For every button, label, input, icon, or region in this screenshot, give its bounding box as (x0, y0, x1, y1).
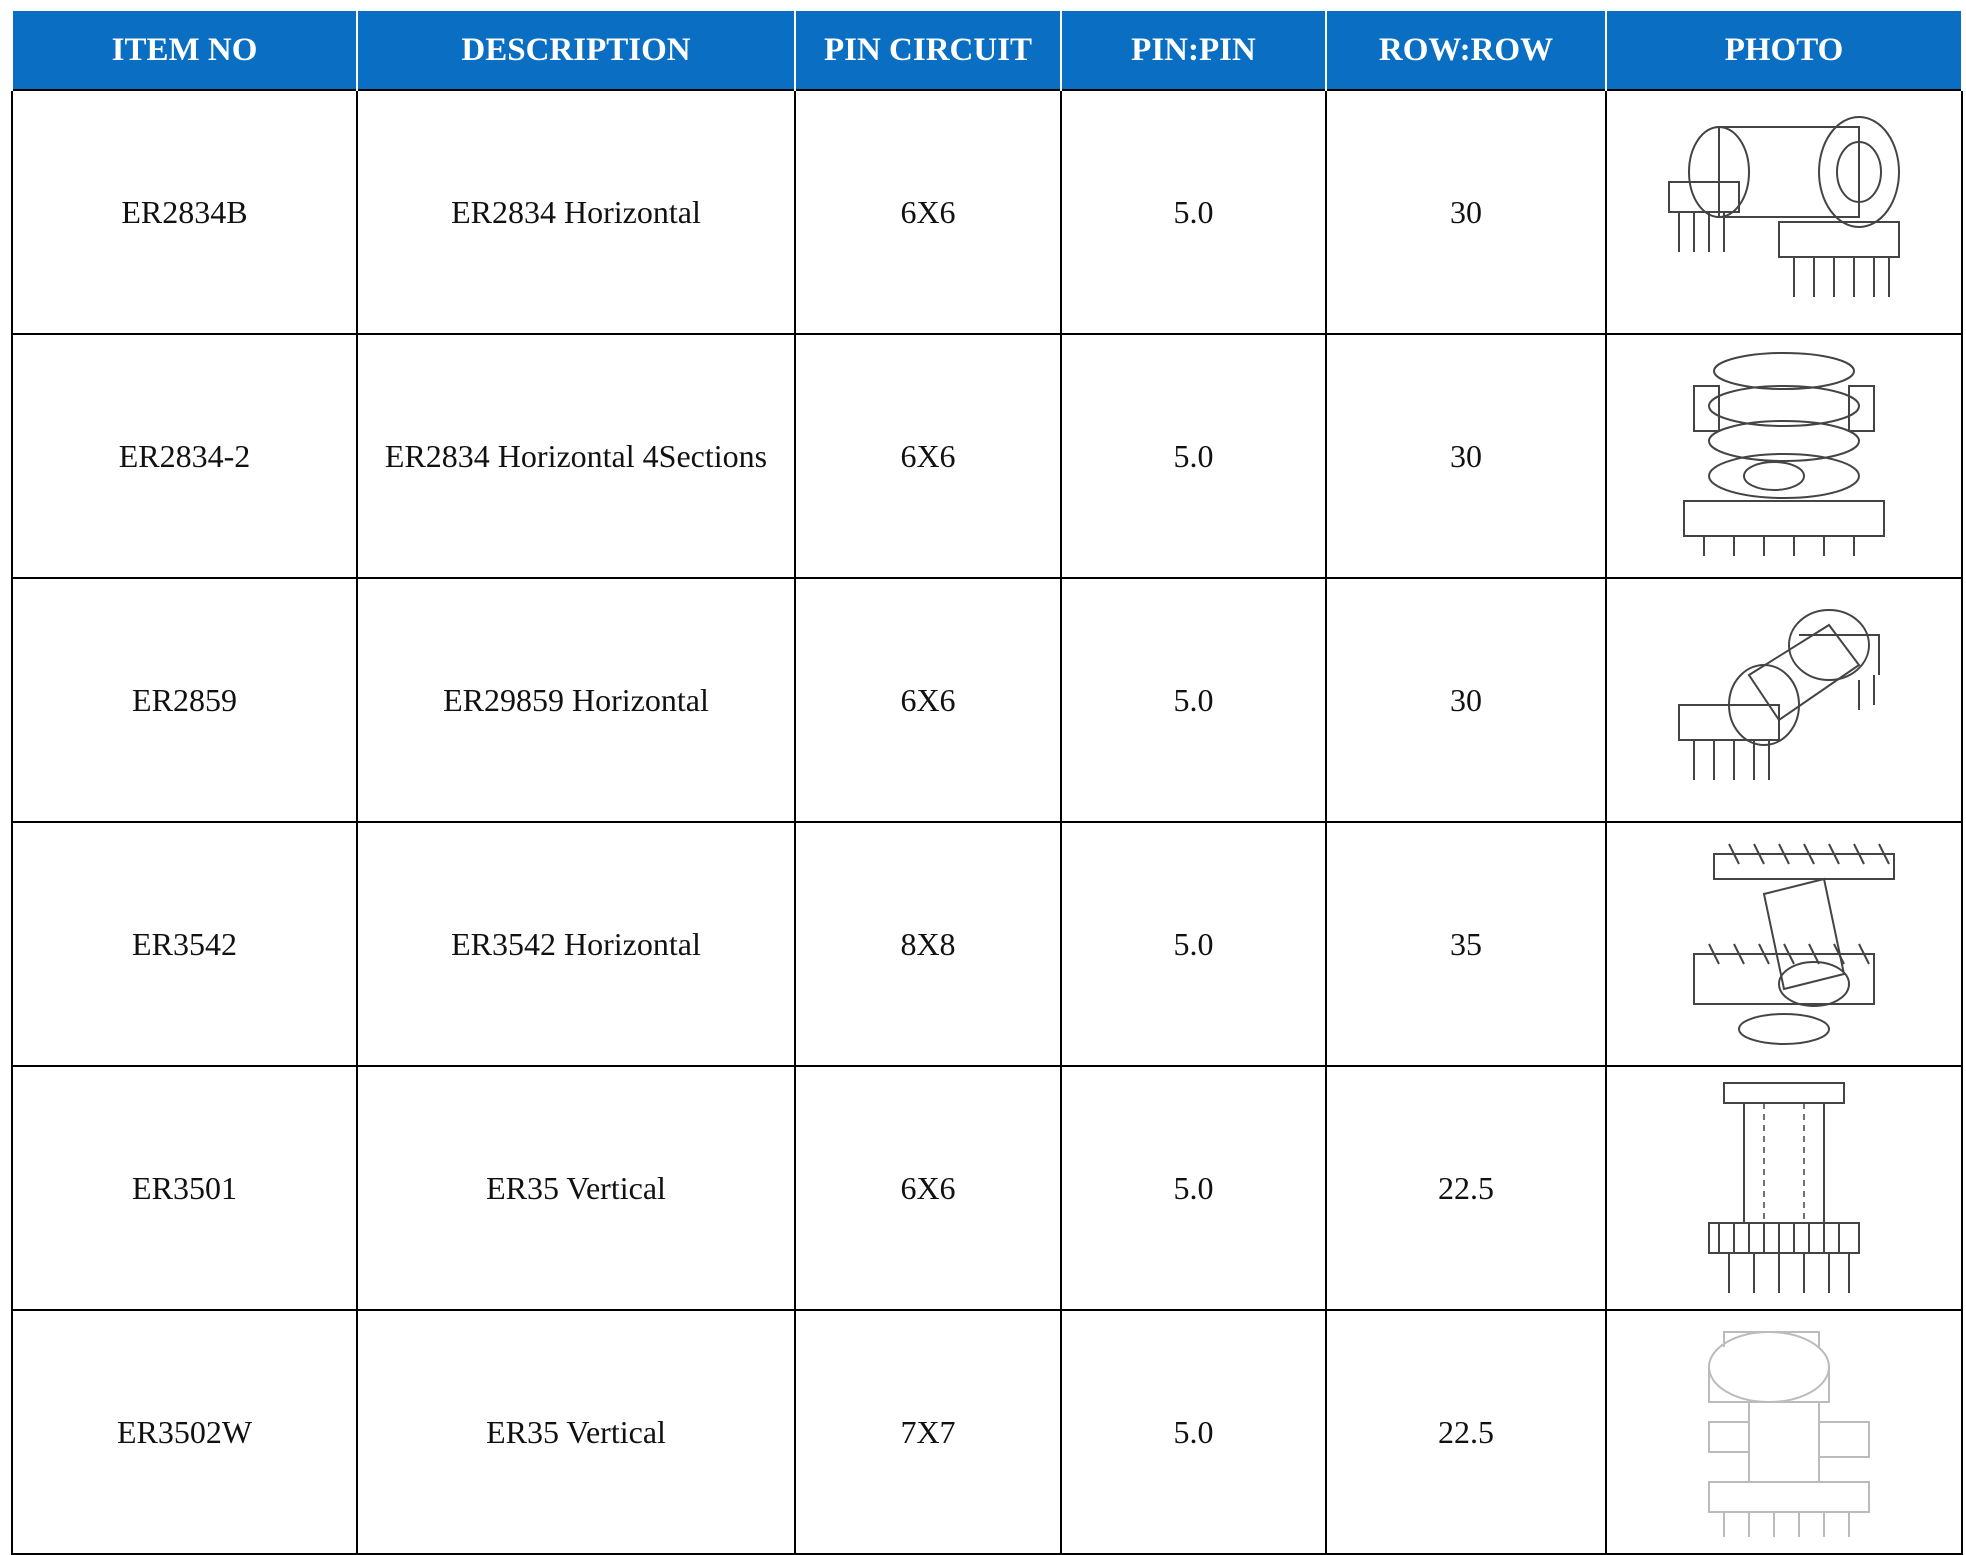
cell-photo (1606, 90, 1962, 334)
vertical-bobbin-icon (1684, 1073, 1884, 1303)
cell-item-no: ER3501 (12, 1066, 357, 1310)
cell-description: ER29859 Horizontal (357, 578, 795, 822)
header-row (12, 11, 1962, 90)
cell-description: ER2834 Horizontal (357, 90, 795, 334)
table-row (12, 334, 1962, 578)
cell-photo (1606, 1066, 1962, 1310)
cell-pin-circuit: 8X8 (795, 822, 1061, 1066)
cell-row-row: 30 (1326, 334, 1606, 578)
cell-row-row: 30 (1326, 578, 1606, 822)
table-row (12, 1310, 1962, 1554)
cell-pin-circuit: 6X6 (795, 334, 1061, 578)
table-row (12, 90, 1962, 334)
cell-description: ER35 Vertical (357, 1310, 795, 1554)
cell-pin-pin: 5.0 (1061, 1066, 1326, 1310)
cell-pin-pin: 5.0 (1061, 578, 1326, 822)
cell-photo (1606, 822, 1962, 1066)
cell-pin-circuit: 6X6 (795, 90, 1061, 334)
cell-description: ER35 Vertical (357, 1066, 795, 1310)
horizontal-bobbin-icon (1654, 834, 1914, 1054)
header-pin-circuit: PIN CIRCUIT (795, 11, 1061, 90)
cell-pin-pin: 5.0 (1061, 90, 1326, 334)
horizontal-bobbin-icon (1649, 112, 1919, 312)
horizontal-bobbin-icon (1659, 595, 1909, 805)
cell-row-row: 22.5 (1326, 1310, 1606, 1554)
header-pin-pin: PIN:PIN (1061, 11, 1326, 90)
vertical-bobbin-icon (1669, 1322, 1899, 1542)
cell-photo (1606, 578, 1962, 822)
cell-pin-circuit: 7X7 (795, 1310, 1061, 1554)
header-item-no: ITEM NO (12, 11, 357, 90)
cell-item-no: ER2834B (12, 90, 357, 334)
sectioned-bobbin-icon (1664, 346, 1904, 566)
cell-pin-circuit: 6X6 (795, 1066, 1061, 1310)
cell-item-no: ER2834-2 (12, 334, 357, 578)
cell-description: ER3542 Horizontal (357, 822, 795, 1066)
cell-pin-circuit: 6X6 (795, 578, 1061, 822)
header-photo: PHOTO (1606, 11, 1962, 90)
header-description: DESCRIPTION (357, 11, 795, 90)
cell-item-no: ER2859 (12, 578, 357, 822)
cell-item-no: ER3502W (12, 1310, 357, 1554)
cell-photo (1606, 334, 1962, 578)
product-table (11, 11, 1963, 1555)
cell-pin-pin: 5.0 (1061, 1310, 1326, 1554)
header-row-row: ROW:ROW (1326, 11, 1606, 90)
cell-photo (1606, 1310, 1962, 1554)
cell-description: ER2834 Horizontal 4Sections (357, 334, 795, 578)
cell-row-row: 30 (1326, 90, 1606, 334)
table-row (12, 1066, 1962, 1310)
cell-pin-pin: 5.0 (1061, 334, 1326, 578)
cell-item-no: ER3542 (12, 822, 357, 1066)
table-row (12, 578, 1962, 822)
cell-row-row: 22.5 (1326, 1066, 1606, 1310)
table-row (12, 822, 1962, 1066)
cell-pin-pin: 5.0 (1061, 822, 1326, 1066)
cell-row-row: 35 (1326, 822, 1606, 1066)
